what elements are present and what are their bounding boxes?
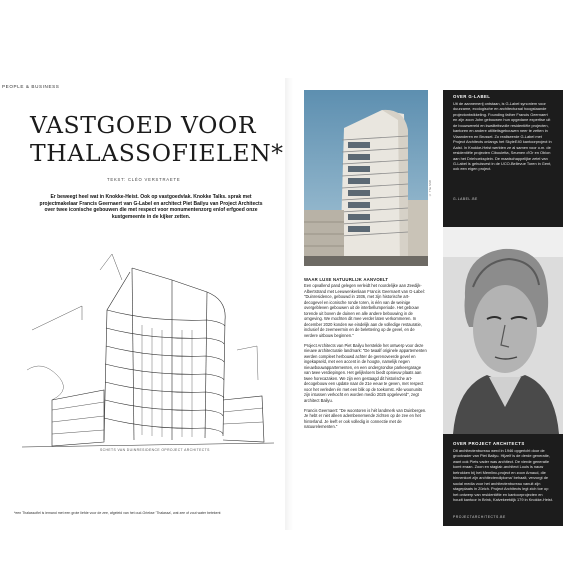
lead-paragraph: Er beweegt heel wat in Knokke-Heist. Ook op vastgoedvlak. Knokke Talks. sprak met projectmakelaar Francis Geernaert van G-Label en architect Piet Bailyu van Project Architects over twee iconische gebouwen die met respect voor monumentenzorg en/of erfgoed onze kustgemeente in de kijker zetten. [39,194,263,220]
info-sidebar [443,90,563,526]
glabel-heading: OVER G-LABEL [453,94,491,99]
body-paragraph: Een opvallend pand gelegen verleidt het noordelijke aan Zeedijk-Albertstrand met Leeuwenkenlaan Francis Geernaert van G-Label: "Duinresidence, gebouwd in 1936, met zijn historische art-decogevel en iconische ronde toren, is één van de weinige overgebleven gebouwen uit de interbellumperiode. Het gebouw torende uit boven de duinen en alle andere bebouwing in de omgeving. We mochten dit mee verder laten verkommeren. In december 2020 konden we eindelijk aan de volledige restauratie, inclusief de zeemeermin en de belettering op de gevel, en de verdere uitbouw beginnen." [304,283,425,338]
photo-credit: © The Shift [428,180,432,197]
sketch-caption: SCHETS VAN DUINRESIDENCE OPROJECT ARCHITECTS [100,448,210,452]
page-gutter [285,78,293,530]
building-photo-image [304,90,428,266]
article-body-column [304,277,428,435]
title-line-2: THALASSOFIELEN* [30,139,284,167]
building-sketch-image [12,250,280,455]
body-paragraph: Project Architects van Piet Bailyu herstelde het ontwerp voor deze nieuwe architecturale landmark: "De twaalf originele appartementen werden compleet herbouwd achter de gerenoveerde gevel en ingekapseld, met een accent in de hoogte, namelijk negen nieuwbouwappartementen, en een ondergrondse parkeergarage van twee verdiepingen. Het gelijkvloers biedt opnieuw plaats aan twee horecazaken. We zijn een gestaagd dit historische art-decogebouw een update naar de 21e eeuw te geven, met respect voor het verleden én met een blik op de toekomst. Alle woonunits zijn intussen verkocht en worden medio 2025 opgeleverd", zegt architect Bailyu. [304,342,427,403]
article-title [30,111,284,167]
glabel-text: Uit de aannemerij ontstaan, is G-Label synoniem voor duurzame, ecologische en architecturaal hoogstaande projectontwikkeling. Founding father Francis Geernaert en zijn zoon John gebouwen hun opgedane expertise uit de bouwwereld en kwaliteitsvolle residentiële projecten, kantoren en andere utiliteitsgebouwen neer te zetten in Vlaanderen en Brussel. Zo realiseerde G-Label met Project Architects onlangs het SkyleE40 kantoorproject in Aalst. In Knokke-Heist werkten ze al samen voor o.m. de residentiële projecten Cibouletta, Seumen d'Or en Obion aan het Driehoeksplein. De maatschappelijke zetel van G-Label is gehuisvest in de UCO-Bellevue Toren in Gent, ook een eigen project. [453,101,552,172]
title-line-1: VASTGOED VOOR [30,111,257,139]
author-credit: TEKST: CLÉO VERSTRAETE [107,177,181,182]
project-architects-link[interactable]: PROJECTARCHITECTS.BE [453,515,506,519]
section-heading: WAAR LUXE NATUURLIJK AANVOELT [304,277,389,282]
project-architects-heading: OVER PROJECT ARCHITECTS [453,441,525,446]
glabel-link[interactable]: G-LABEL.BE [453,197,478,201]
footnote: *een Thalassofiel is iemand met een grote liefde voor de zee, afgeleid van het oud-Griekse 'Thalassa', wat zee of zout water betekent [14,511,221,515]
project-architects-text: Dit architectenbureau werd in 1946 opgericht door de grootvader van Piet Bailyu. Hijzelf is de derde generatie, want ook Piets vader was architect. De vierde generatie komt eraan. Zoon en stagiair-architect Louis is nauw betrokken bij het Memlinc-project en zoon Arnaud, die binnenkort zijn architectendiploma' behaalt, verzorgt de social media voor het architectenbureau vanuit zijn stageplaats in Zürich. Project Architects legt zich toe op het ontwerp van residentiële en kantoorprojecten en houdt kantoor in Brink, Kalvekeetdijk 179 in Knokke-Heist. [453,448,553,503]
section-label: PEOPLE & BUSINESS [2,84,60,89]
architect-portrait-image [443,227,563,434]
body-paragraph: Francis Geernaert: "De woontoren is hét landmerk van Duinbergen. Je hebt er niet alleen adembenemende zichten op de zee en het hinterland. Je leeft er ook volledig in connectie met de natuurelementen." [304,407,427,430]
